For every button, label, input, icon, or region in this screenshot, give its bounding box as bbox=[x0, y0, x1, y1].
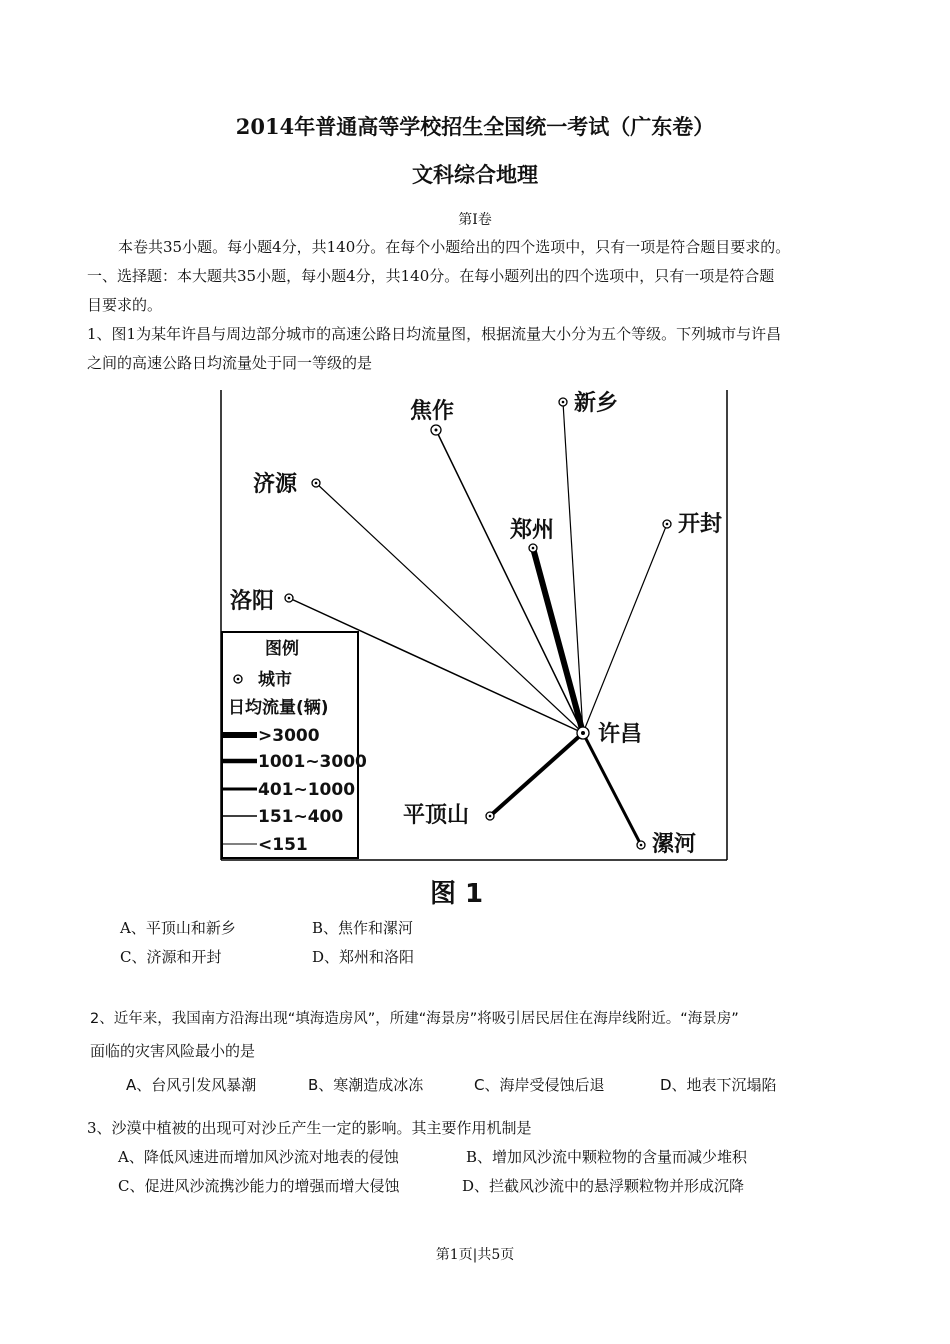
route-pingdingshan bbox=[490, 733, 583, 816]
figure-caption: 图 1 bbox=[430, 879, 484, 909]
traffic-flow-map bbox=[210, 385, 740, 915]
city-label-luohe: 漯河 bbox=[652, 832, 697, 857]
intro-line: 本卷共35小题。每小题4分，共140分。在每个小题给出的四个选项中，只有一项是符合题目要求的。 bbox=[118, 238, 791, 256]
legend-title: 图例 bbox=[265, 639, 299, 659]
city-label-kaifeng: 开封 bbox=[678, 512, 723, 537]
city-label-xinxiang: 新乡 bbox=[574, 391, 619, 416]
exam-title: 2014年普通高等学校招生全国统一考试（广东卷） bbox=[235, 114, 715, 139]
q3-option: B、增加风沙流中颗粒物的含量而减少堆积 bbox=[466, 1148, 748, 1166]
page-footer: 第1页|共5页 bbox=[435, 1247, 515, 1263]
q2-option: B、寒潮造成冰冻 bbox=[308, 1076, 424, 1094]
volume-label: 第Ⅰ卷 bbox=[458, 212, 492, 228]
city-label-luoyang: 洛阳 bbox=[230, 589, 275, 614]
route-zhengzhou bbox=[533, 548, 583, 733]
legend-level-label: 151~400 bbox=[258, 807, 344, 827]
legend-level-label: <151 bbox=[258, 835, 308, 855]
route-kaifeng bbox=[583, 524, 667, 733]
city-label-jiyuan: 济源 bbox=[253, 472, 298, 497]
legend-level-label: 401~1000 bbox=[258, 780, 356, 800]
q2-option: A、台风引发风暴潮 bbox=[126, 1076, 257, 1094]
city-label-xuchang: 许昌 bbox=[598, 722, 643, 747]
intro-line: 目要求的。 bbox=[87, 296, 163, 314]
city-label-jiaozuo: 焦作 bbox=[410, 399, 455, 424]
q2-option: C、海岸受侵蚀后退 bbox=[474, 1076, 605, 1094]
question-3-stem: 3、沙漠中植被的出现可对沙丘产生一定的影响。其主要作用机制是 bbox=[87, 1119, 532, 1137]
legend-flow-title: 日均流量(辆) bbox=[228, 698, 329, 718]
intro-line: 一、选择题：本大题共35小题，每小题4分，共140分。在每小题列出的四个选项中，只有一项是符合题 bbox=[87, 267, 775, 285]
q3-option: C、促进风沙流携沙能力的增强而增大侵蚀 bbox=[118, 1177, 400, 1195]
q1-option: D、郑州和洛阳 bbox=[312, 948, 415, 966]
route-jiaozuo bbox=[436, 430, 583, 733]
route-xinxiang bbox=[563, 402, 583, 733]
q1-option: C、济源和开封 bbox=[120, 948, 222, 966]
exam-subtitle: 文科综合地理 bbox=[412, 162, 538, 187]
question-2-stem: 2、近年来，我国南方沿海出现“填海造房风”，所建“海景房”将吸引居民居住在海岸线附近。“海景房” bbox=[90, 1011, 739, 1027]
question-1-stem: 之间的高速公路日均流量处于同一等级的是 bbox=[87, 354, 373, 372]
legend-city-label: 城市 bbox=[258, 670, 292, 690]
question-1-stem: 1、图1为某年许昌与周边部分城市的高速公路日均流量图，根据流量大小分为五个等级。下列城市与许昌 bbox=[87, 325, 782, 343]
q1-option: B、焦作和漯河 bbox=[312, 919, 414, 937]
legend-level-label: 1001~3000 bbox=[258, 752, 367, 772]
q2-option: D、地表下沉塌陷 bbox=[660, 1076, 777, 1094]
q1-option: A、平顶山和新乡 bbox=[120, 919, 236, 937]
question-2-stem: 面临的灾害风险最小的是 bbox=[90, 1042, 256, 1060]
city-label-zhengzhou: 郑州 bbox=[510, 518, 555, 543]
route-luohe bbox=[583, 733, 641, 845]
city-label-pingdingshan: 平顶山 bbox=[403, 803, 470, 828]
q3-option: A、降低风速进而增加风沙流对地表的侵蚀 bbox=[118, 1148, 399, 1166]
q3-option: D、拦截风沙流中的悬浮颗粒物并形成沉降 bbox=[462, 1177, 745, 1195]
legend-level-label: >3000 bbox=[258, 726, 320, 746]
